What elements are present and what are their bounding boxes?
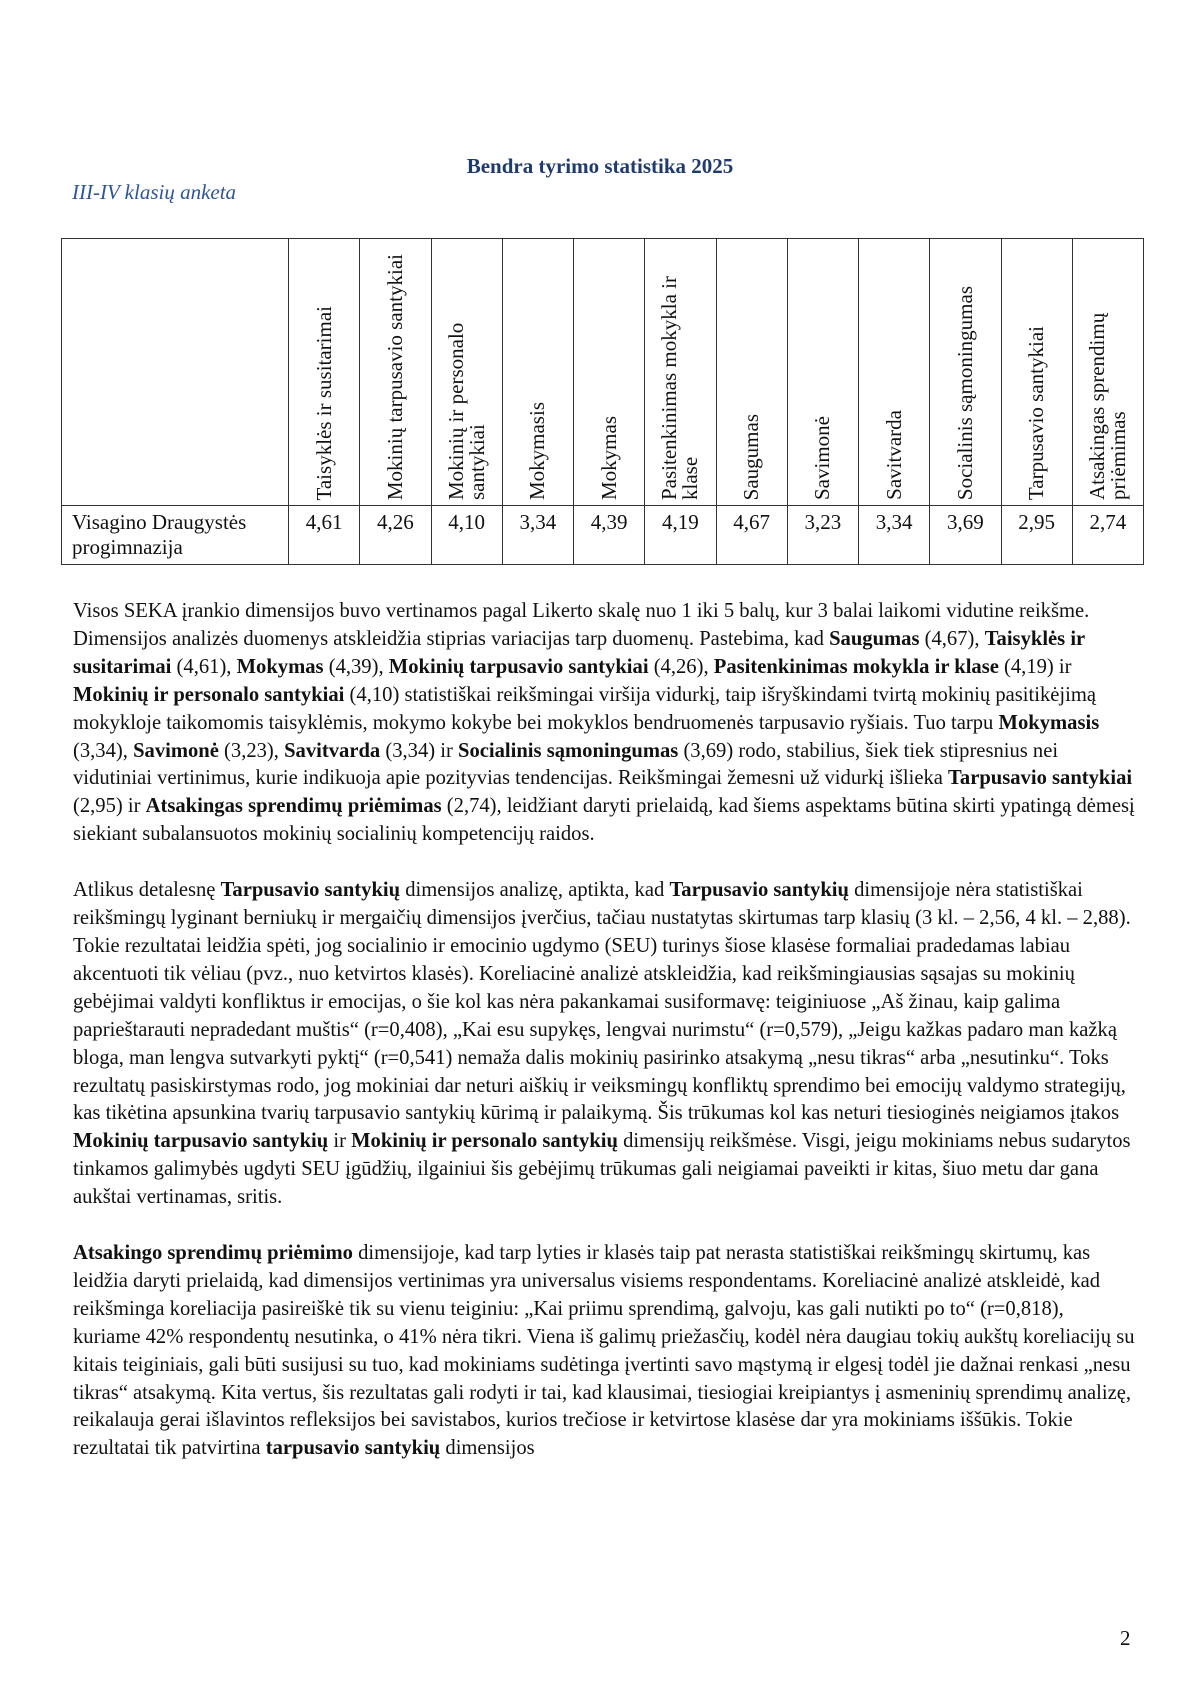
text-run: Atlikus detalesnę [73,879,221,902]
paragraph [73,877,1136,1212]
table-corner-cell [62,239,289,506]
column-header [1001,239,1072,506]
paragraph [73,598,1136,849]
column-header-label: Atsakingas sprendimų priėmimas [1084,312,1130,500]
page-title: Bendra tyrimo statistika 2025 [466,154,734,178]
column-header [1072,239,1143,506]
text-run: (4,26), [648,655,714,678]
column-header-label: Saugumas [739,413,764,500]
text-run: (4,19) ir [998,655,1072,678]
bold-term: Saugumas [829,627,920,650]
text-run: (3,23), [218,739,285,762]
column-header-label: Mokinių tarpusavio santykiai [382,253,407,500]
column-header-label: Mokinių ir personalo santykiai [443,322,489,500]
bold-term: Tarpusavio santykių [669,879,849,902]
column-header [930,239,1001,506]
table-cell: 4,61 [289,506,360,565]
column-header-label: Savimonė [810,416,835,500]
text-run: Visos SEKA įrankio dimensijos buvo vertinamos pagal Likerto skalę nuo 1 iki 5 balų, kur 3 balai laikomi vidutine reikšme. Dimensijos analizės duomenys atskleidžia stiprias variacijas tarp duomenų. Pastebima, kad [73,600,1090,650]
bold-term: Mokinių ir personalo santykių [351,1130,618,1153]
table-cell: 4,26 [360,506,431,565]
text-run: dimensijų reikšmėse. Visgi, jeigu mokiniams nebus sudarytos tinkamos galimybės ugdyti SEU įgūdžių, ilgainiui šis gebėjimų trūkumas gali neigiamai paveikti ir kitas, šiuo metu dar gana aukštai vertinamas, sritis. [73,1130,1131,1209]
table-row [62,506,1144,565]
bold-term: tarpusavio santykių [265,1437,441,1460]
table-cell: 2,95 [1001,506,1072,565]
text-run: (2,95) ir [73,795,146,818]
text-run: (3,69) rodo, stabilius, šiek tiek stipresnius nei vidutiniai vertinimus, kurie indikuoja apie pozityvias tendencijas. Reikšmingai žemesni už vidurkį išlieka [73,739,1059,790]
column-header [431,239,502,506]
bold-term: Taisyklės ir susitarimai [73,627,1085,678]
table-header-row [62,239,1144,506]
page-number: 2 [1120,1626,1131,1650]
text-run: (4,61), [171,655,237,678]
bold-term: Mokymas [236,655,324,678]
statistics-table [61,238,1144,565]
text-run: (4,10) statistiškai reikšmingai viršija vidurkį, taip išryškindami tvirtą mokinių pasitikėjimą mokykloje taikomomis taisyklėmis, mokymo kokybe bei mokyklos bendruomenės tarpusavio ryšiais. Tuo tarpu [73,683,1096,734]
table-cell: 3,34 [859,506,930,565]
column-header [574,239,645,506]
column-header-label: Taisyklės ir susitarimai [311,305,336,500]
text-run: (2,74), leidžiant daryti prielaidą, kad šiems aspektams būtina skirti ypatingą dėmesį siekiant subalansuotos mokinių socialinių kompetencijų raidos. [73,795,1135,846]
text-run: (3,34), [73,739,134,762]
column-header-label: Mokymas [596,416,621,500]
table-cell: 3,23 [787,506,858,565]
page-subtitle: III-IV klasių anketa [72,180,237,204]
text-run: dimensijos analizę, aptikta, kad [400,879,670,902]
bold-term: Atsakingo sprendimų priėmimo [73,1242,353,1265]
column-header-label: Tarpusavio santykiai [1024,325,1049,500]
column-header [645,239,716,506]
column-header [360,239,431,506]
bold-term: Pasitenkinimas mokykla ir klase [713,655,999,678]
text-run: (4,39), [323,655,389,678]
column-header [502,239,573,506]
bold-term: Socialinis sąmoningumas [458,739,679,762]
table-cell: 4,10 [431,506,502,565]
column-header-label: Pasitenkinimas mokykla ir klase [657,276,703,500]
bold-term: Tarpusavio santykių [220,879,401,902]
text-run: ir [328,1130,352,1153]
bold-term: Mokymasis [998,711,1100,734]
table-cell: 3,34 [502,506,573,565]
bold-term: Atsakingas sprendimų priėmimas [145,795,442,818]
table-cell: 3,69 [930,506,1001,565]
body-text [73,598,1136,1491]
column-header [716,239,787,506]
bold-term: Mokinių ir personalo santykiai [73,683,345,706]
bold-term: Savimonė [133,739,219,762]
text-run: (4,67), [919,627,985,650]
bold-term: Savitvarda [284,739,381,762]
text-run: (3,34) ir [380,739,458,762]
column-header [787,239,858,506]
text-run: dimensijoje, kad tarp lyties ir klasės taip pat nerasta statistiškai reikšmingų skirtumų, kas leidžia daryti prielaidą, kad dimensijos vertinimas yra universalus visiems respondentams. Koreliacinė analizė atskleidė, kad reikšminga koreliacija pasireiškė tik su vienu teiginiu: „Kai priimu sprendimą, galvoju, kas gali nutikti po to“ (r=0,818), kuriame 42% respondentų nesutinka, o 41% nėra tikri. Viena iš galimų priežasčių, kodėl nėra daugiau tokių aukštų koreliacijų su kitais teiginiais, gali būti susijusi su tuo, kad mokiniams sudėtinga įvertinti savo mąstymą ir elgesį todėl jie dažnai renkasi „nesu tikras“ atsakymą. Kita vertus, šis rezultatas gali rodyti ir tai, kad klausimai, tiesiogiai kreipiantys į asmeninių sprendimų analizę, reikalauja gerai išlavintos refleksijos bei savistabos, kurios trečiose ir ketvirtose klasėse dar yra mokiniams iššūkis. Tokie rezultatai tik patvirtina [73,1242,1135,1460]
bold-term: Mokinių tarpusavio santykiai [388,655,649,678]
bold-term: Mokinių tarpusavio santykių [73,1130,329,1153]
table-cell: 2,74 [1072,506,1143,565]
text-run: dimensijoje nėra statistiškai reikšmingų lyginant berniukų ir mergaičių dimensijos įverčius, tačiau nustatytas skirtumas tarp klasių (3 kl. – 2,56, 4 kl. – 2,88). Tokie rezultatai leidžia spėti, jog socialinio ir emocinio ugdymo (SEU) turinys šiose klasėse formaliai pradedamas labiau akcentuoti tik vėliau (pvz., nuo ketvirtos klasės). Koreliacinė analizė atskleidžia, kad reikšmingiausias sąsajas su mokinių gebėjimai valdyti konfliktus ir emocijas, o šie kol kas nėra pakankamai susiformavę: teiginiuose „Aš žinau, kaip galima paprieštarauti nepradedant muštis“ (r=0,408), „Kai esu supykęs, lengvai nurimstu“ (r=0,579), „Jeigu kažkas padaro man kažką bloga, man lengva sutvarkyti pyktį“ (r=0,541) nemaža dalis mokinių pasirinko atsakymą „nesu tikras“ arba „nesutinku“. Toks rezultatų pasiskirstymas rodo, jog mokiniai dar neturi aiškių ir veiksmingų konfliktų sprendimo bei emocijų valdymo strategijų, kas tikėtina apsunkina tvarių tarpusavio santykių kūrimą ir palaikymą. Šis trūkumas kol kas neturi tiesioginės neigiamos įtakos [73,879,1131,1125]
column-header-label: Savitvarda [881,410,906,500]
table-cell: 4,67 [716,506,787,565]
column-header-label: Socialinis sąmoningumas [952,285,977,500]
text-run: dimensijos [440,1437,535,1460]
table-cell: 4,39 [574,506,645,565]
row-label: Visagino Draugystės progimnazija [62,506,289,565]
column-header-label: Mokymasis [525,401,550,500]
column-header [289,239,360,506]
bold-term: Tarpusavio santykiai [948,767,1133,790]
paragraph [73,1240,1136,1463]
column-header [859,239,930,506]
table-cell: 4,19 [645,506,716,565]
